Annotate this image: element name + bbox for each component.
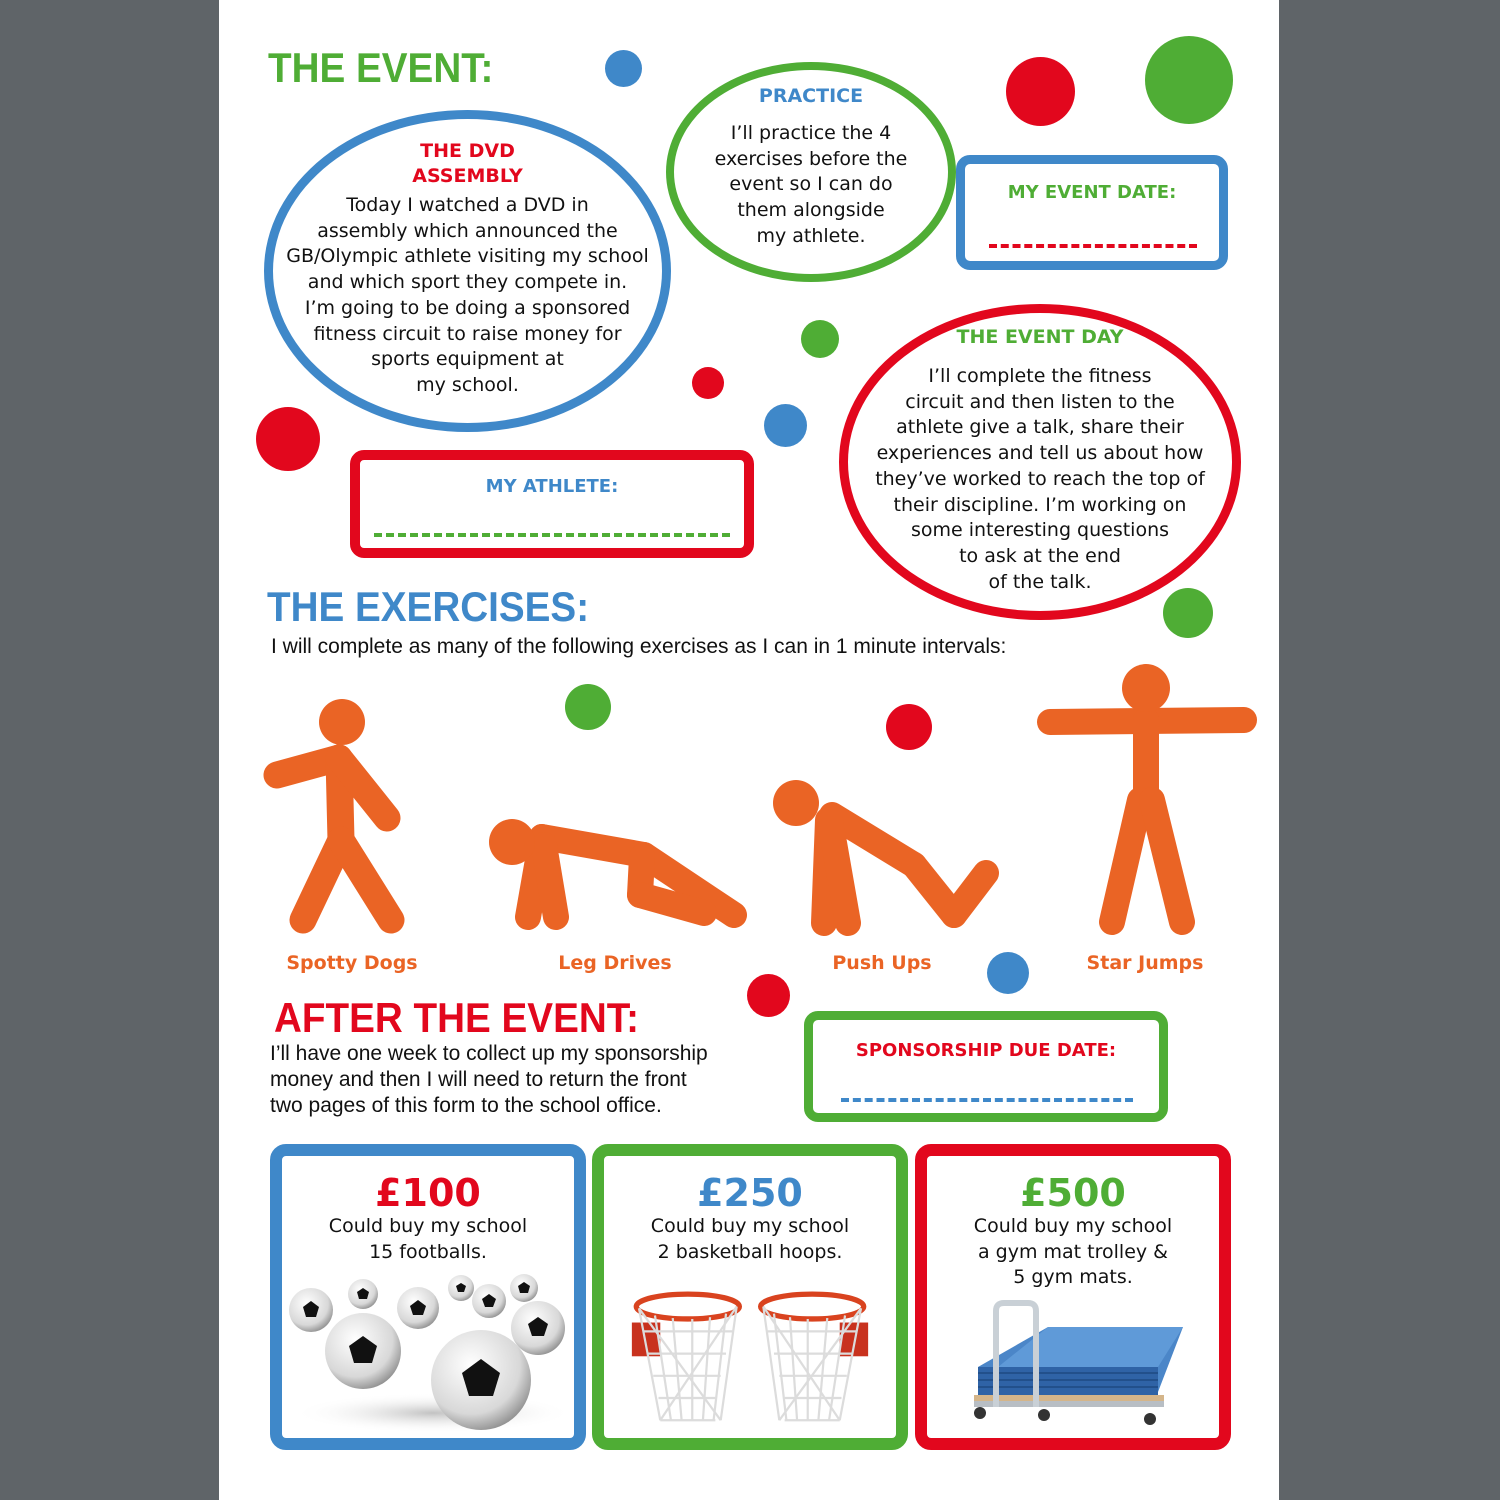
card-text: Could buy my school — [650, 1215, 850, 1237]
sponsorship-form-page — [219, 0, 1279, 1500]
event-day-text: to ask at the end — [959, 544, 1121, 567]
event-day-text: some interesting questions — [910, 519, 1170, 542]
decorative-dot-red — [1006, 57, 1075, 126]
decorative-dot-green — [1145, 36, 1233, 124]
decorative-dot-blue — [987, 952, 1029, 994]
card-text: a gym mat trolley & — [978, 1240, 1168, 1263]
after-event-text — [270, 1041, 708, 1119]
dvd-assembly-title: THE DVD — [420, 140, 515, 162]
practice-text: exercises before the — [714, 147, 908, 170]
event-date-dashed-line — [989, 244, 1197, 248]
practice-title: PRACTICE — [758, 85, 864, 107]
card-text: 2 basketball hoops. — [657, 1240, 843, 1263]
sponsorship-due-date-field[interactable] — [804, 1011, 1168, 1122]
practice-text: event so I can do — [729, 173, 893, 196]
exercises-intro: I will complete as many of the following exercises as I can in 1 minute intervals: — [271, 635, 1007, 658]
event-date-value[interactable] — [985, 214, 1199, 244]
card-price: £500 — [1020, 1171, 1126, 1215]
gym-mat-trolley-image — [958, 1297, 1188, 1427]
event-day-bubble — [839, 304, 1241, 620]
practice-text: them alongside — [737, 199, 885, 222]
card-text: Could buy my school — [973, 1215, 1173, 1237]
after-event-line: two pages of this form to the school office. — [270, 1094, 662, 1117]
card-price: £100 — [375, 1171, 481, 1215]
decorative-dot-red — [886, 704, 932, 750]
practice-text: I’ll practice the 4 — [730, 122, 892, 144]
reward-card-250 — [592, 1144, 908, 1450]
decorative-dot-blue — [605, 50, 642, 87]
dvd-assembly-text: fitness circuit to raise money for — [313, 322, 622, 345]
card-text: Could buy my school — [328, 1215, 528, 1237]
event-day-text: experiences and tell us about how — [876, 442, 1204, 465]
decorative-dot-red — [256, 407, 320, 471]
event-day-text: athlete give a talk, share their — [896, 416, 1184, 439]
card-text: 15 footballs. — [369, 1240, 487, 1263]
leg-drives-figure-icon — [484, 805, 754, 945]
decorative-dot-green — [801, 320, 839, 358]
event-day-text: they’ve worked to reach the top of — [875, 467, 1205, 490]
exercise-label-spotty-dogs: Spotty Dogs — [286, 952, 418, 974]
push-ups-figure-icon — [764, 775, 1004, 945]
dvd-assembly-text: my school. — [416, 373, 519, 396]
event-heading: THE EVENT: — [268, 44, 494, 91]
decorative-dot-green — [565, 684, 611, 730]
event-date-field[interactable] — [956, 155, 1228, 270]
event-day-title: THE EVENT DAY — [956, 326, 1124, 348]
dvd-assembly-text: I’m going to be doing a sponsored — [304, 296, 631, 319]
card-text: 5 gym mats. — [1013, 1266, 1133, 1288]
sponsorship-due-date-dashed-line — [841, 1098, 1133, 1102]
dvd-assembly-text: and which sport they compete in. — [307, 271, 628, 294]
card-price: £250 — [697, 1171, 803, 1215]
decorative-dot-red — [747, 974, 790, 1017]
dvd-assembly-text: sports equipment at — [371, 348, 564, 371]
reward-card-100 — [270, 1144, 586, 1450]
exercise-label-leg-drives: Leg Drives — [558, 952, 672, 974]
spotty-dogs-figure-icon — [259, 690, 429, 940]
dvd-assembly-title: ASSEMBLY — [412, 165, 523, 187]
decorative-dot-blue — [764, 404, 807, 447]
dvd-assembly-bubble — [264, 110, 671, 432]
basketball-hoops-image — [605, 1287, 895, 1438]
star-jumps-figure-icon — [1034, 660, 1259, 940]
event-day-text: circuit and then listen to the — [905, 390, 1175, 413]
my-athlete-label: MY ATHLETE: — [485, 476, 619, 497]
event-day-text: of the talk. — [988, 570, 1092, 593]
dvd-assembly-text: Today I watched a DVD in — [346, 194, 589, 216]
footballs-image — [283, 1273, 573, 1433]
exercise-label-push-ups: Push Ups — [832, 952, 932, 974]
after-event-line: I’ll have one week to collect up my sponsorship — [270, 1042, 708, 1065]
event-date-label: MY EVENT DATE: — [1007, 182, 1177, 203]
practice-bubble — [666, 62, 956, 282]
exercise-label-star-jumps: Star Jumps — [1086, 952, 1204, 974]
reward-card-500 — [915, 1144, 1231, 1450]
event-day-text: I’ll complete the fitness — [928, 365, 1152, 387]
decorative-dot-red — [692, 367, 724, 399]
event-day-text: their discipline. I’m working on — [893, 493, 1187, 516]
my-athlete-field[interactable] — [350, 450, 754, 558]
dvd-assembly-text: GB/Olympic athlete visiting my school — [286, 245, 649, 268]
practice-text: my athlete. — [756, 224, 866, 247]
my-athlete-dashed-line — [374, 533, 730, 537]
after-event-heading: AFTER THE EVENT: — [274, 994, 639, 1041]
dvd-assembly-text: assembly which announced the — [317, 219, 618, 242]
after-event-line: money and then I will need to return the front — [270, 1068, 687, 1091]
sponsorship-due-date-label: SPONSORSHIP DUE DATE: — [855, 1040, 1117, 1061]
decorative-dot-green — [1163, 588, 1213, 638]
exercises-heading: THE EXERCISES: — [267, 583, 590, 630]
